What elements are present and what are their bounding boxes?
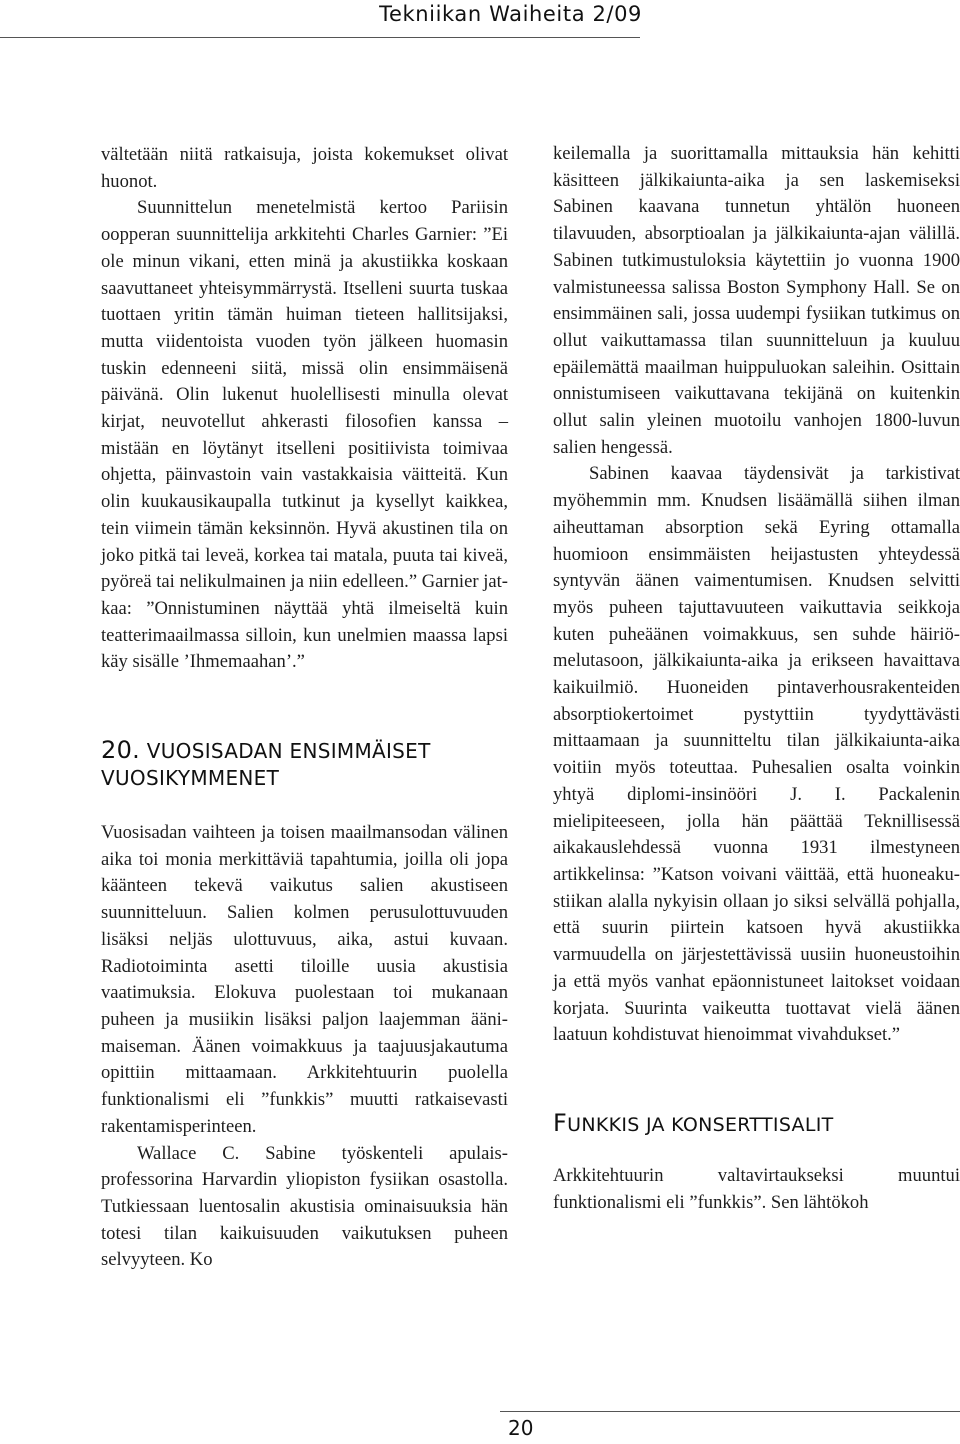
page-number: 20 <box>508 1416 534 1440</box>
right-column <box>553 141 960 1216</box>
paragraph: vältetään niitä ratkaisuja, joista kokemukset olivat huonot. <box>101 144 508 192</box>
paragraph: Arkkitehtuurin valtavirtaukseksi muuntui funktionalismi eli ”funkkis”. Sen lähtökoh <box>553 1164 960 1213</box>
header-rule <box>0 37 640 38</box>
paragraph: Wallace C. Sabine työskenteli apulaisprofessorina Harvardin yliopiston fysiikan osastolla. Tutkiessaan luentosalin akustisia ominaisuuksia hän totesi tilan kaikuisuuden vaikutuksen puheen selvyyteen. Ko <box>101 1142 508 1271</box>
section-heading <box>553 1109 960 1139</box>
journal-title: Tekniikan Waiheita 2/09 <box>379 2 642 26</box>
section-number: 20. <box>101 736 141 765</box>
section-heading-initial: F <box>553 1108 568 1137</box>
paragraph: keilemalla ja suorittamalla mittauksia hän kehitti käsitteen jälkikaiunta-aika ja sen laskemiseksi Sabinen kaavana tunnetun yhtälön huoneen tilavuuden, absorptioalan ja jälkikaiunta-ajan välillä. Sabinen tutkimustuloksia käytettiin jo vuonna 1900 valmistuneessa salissa Boston Symphony Hall. Se on ensimmäinen sali, jossa uudempi fysiikan tutkimus on ollut vaikuttamassa tilan suunnitteluun ja kuuluu epäilemättä maailman huippuluokan saleihin. Osittain onnistumiseen vaikuttavana tekijänä on kuitenkin ollut salin yleinen muotoilu vanhojen 1800-luvun salien hengessä. <box>553 143 960 458</box>
paragraph: Vuosisadan vaihteen ja toisen maailmansodan välinen aika toi monia merkittäviä tapahtumia, joilla oli jopa käänteen tekevä vaikutus salien akustiseen suunnitteluun. Salien kolmen perusulottuvuuden lisäksi neljäs ulottuvuus, aika, astui kuvaan. Radiotoiminta asetti tiloille uusia akustisia vaatimuksia. Elokuva puolestaan toi mukanaan puheen ja musiikin lisäksi paljon laajemman äänimaiseman. Äänen voimakkuus ja taajuusjakautuma opittiin mittaamaan. Arkkitehtuurin puolella funktionalismi eli ”funkkis” muutti ratkaisevasti rakentamisperinteen. <box>101 822 508 1137</box>
section-heading-text: VUOSISADAN ENSIMMÄISET VUOSIKYMMENET <box>101 739 431 791</box>
paragraph: Sabinen kaavaa täydensivät ja tarkistivat myöhemmin mm. Knudsen lisäämällä siihen ilman aiheuttaman absorption sekä Eyring ottamalla huomioon ensimmäisten heijastusten yhteydessä syntyvän äänen vaimentumisen. Knudsen selvitti myös puheen tajuttavuuteen vaikuttavia seikkoja kuten puheäänen voimakkuus, sen suhde häiriömelutasoon, jälkikaiunta-aika ja erikseen havaittava kaikuilmiö. Huoneiden pintaverhousrakenteiden absorptiokertoimet pystyttiin tyydyttävästi mittaamaan ja suunnitteltu tilan jälkikaiunta-aika voitiin myös toteuttaa. Puhesalien osalta voinkin yhtyä diplomi-insinööri J. I. Packalenin mielipiteeseen, jolla hän päättää Teknillisessä aikakauslehdessä vuonna 1931 ilmestyneen artikkelinsa: ”Katson voivani väittää, että huoneakustiikan alalla nykyisin ollaan jo siksi selvällä pohjalla, että suurin piirtein katsoen hyvä akustiikka varmuudella on järjestettävissä uusiin huoneustoihin ja että myös vanhat epäonnistuneet laitokset voidaan korjata. Suurinta vaikeutta tuottavat vielä äänen laatuun kohdistuvat hienoimmat vivahdukset.” <box>553 463 960 1046</box>
footer-rule <box>500 1411 960 1412</box>
paragraph: Suunnittelun menetelmistä kertoo Pariisin oopperan suunnittelija arkkitehti Charles Garnier: ”Ei ole minun vikani, etten minä ja akustiikka koskaan saavuttaneet yhteisymmärrystä. Itselleni suurta tuskaa tuottaen yritin tämän huiman tieteen hallitsijaksi, mutta viidentoista vuoden työn jälkeen huomasin tuskin edenneeni siitä, missä olin ensimmäisenä päivänä. Olin lukenut huolellisesti minulla olevat kirjat, neuvotellut ahkerasti filosofien kanssa – mistään en löytänyt itselleni positiivista toimivaa ohjetta, päinvastoin vain vastakkaisia väitteitä. Kun olin kuukausikaupalla tutkinut ja kysellyt kaikkea, tein viimein tämän keksinnön. Hyvä akustinen tila on joko pitkä tai leveä, korkea tai matala, puuta tai kiveä, pyöreä tai nelikulmainen ja niin edelleen.” Garnier jatkaa: ”Onnistuminen näyttää yhtä ilmeiseltä kuin teatterimaailmassa silloin, kun unelmien maassa lapsi käy sisälle ’Ihmemaahan’.” <box>101 197 508 673</box>
section-heading <box>101 737 508 792</box>
left-column <box>101 142 508 1274</box>
section-heading-text: UNKKIS JA KONSERTTISALIT <box>567 1113 834 1136</box>
